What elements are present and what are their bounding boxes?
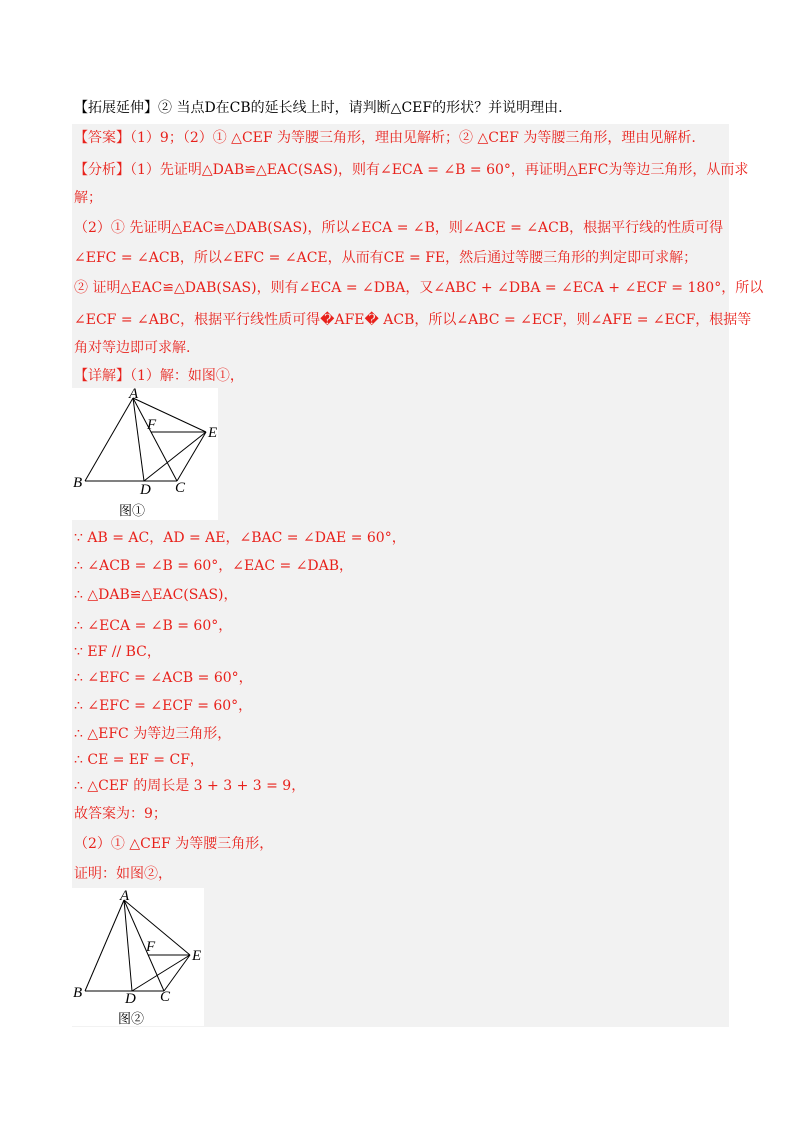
segment-ce xyxy=(164,955,190,991)
segment-ac xyxy=(133,398,177,481)
figure-1-caption: 图① xyxy=(119,504,146,519)
detail-intro: 【详解】（1）解：如图①， xyxy=(74,368,244,384)
segment-de xyxy=(132,955,190,991)
figure-2 xyxy=(72,888,204,1026)
figure-2-diagram xyxy=(72,888,204,1026)
analysis-line-1: 【分析】（1）先证明△DAB≌△EAC(SAS)，则有∠ECA = ∠B = 60°，再证明△EFC为等边三角形，从而求 xyxy=(74,162,749,178)
segment-ce xyxy=(177,432,206,481)
segment-ab xyxy=(85,900,124,991)
label-b: B xyxy=(73,475,83,491)
step-7: ∴ ∠EFC = ∠ECF = 60°， xyxy=(74,698,253,714)
label-c: C xyxy=(175,480,186,496)
label-c: C xyxy=(160,989,171,1005)
label-a: A xyxy=(120,888,130,904)
label-e: E xyxy=(192,948,202,964)
label-d: D xyxy=(140,482,151,498)
answer-line: 【答案】（1）9；（2）① △CEF 为等腰三角形，理由见解析；② △CEF 为等腰三角形，理由见解析. xyxy=(74,130,696,146)
label-f: F xyxy=(147,417,157,433)
segment-ae xyxy=(124,900,190,955)
segment-ac xyxy=(124,900,164,991)
step-6: ∴ ∠EFC = ∠ACB = 60°， xyxy=(74,670,253,686)
step-3: ∴ △DAB≌△EAC(SAS)， xyxy=(74,587,238,603)
step-8: ∴ △EFC 为等边三角形， xyxy=(74,726,232,742)
segment-ab xyxy=(85,398,133,481)
figure-1-diagram xyxy=(72,388,218,520)
analysis-line-4: ∠EFC = ∠ACB，所以∠EFC = ∠ACE，从而有CE = FE，然后通过等腰三角形的判定即可求解； xyxy=(74,250,698,266)
analysis-line-7: 角对等边即可求解. xyxy=(74,340,191,356)
label-a: A xyxy=(129,388,139,402)
segment-ae xyxy=(133,398,206,432)
segment-ad xyxy=(133,398,144,481)
step-1: ∵ AB = AC，AD = AE，∠BAC = ∠DAE = 60°， xyxy=(74,530,406,546)
proof-intro: 证明：如图②， xyxy=(74,866,172,882)
label-e: E xyxy=(208,425,218,441)
label-d: D xyxy=(125,991,136,1007)
analysis-line-2: 解； xyxy=(74,190,102,206)
extension-question: 【拓展延伸】② 当点D在CB的延长线上时，请判断△CEF的形状？并说明理由. xyxy=(74,100,563,116)
step-4: ∴ ∠ECA = ∠B = 60°， xyxy=(74,618,233,634)
answer-conclusion: 故答案为：9； xyxy=(74,806,167,822)
segment-de xyxy=(144,432,206,481)
analysis-line-5: ② 证明△EAC≌△DAB(SAS)，则有∠ECA = ∠DBA，又∠ABC + ∠DBA = ∠ECA + ∠ECF = 180°，所以 xyxy=(74,280,764,296)
label-b: B xyxy=(73,985,83,1001)
analysis-line-3: （2）① 先证明△EAC≌△DAB(SAS)，所以∠ECA = ∠B，则∠ACE = ∠ACB，根据平行线的性质可得 xyxy=(74,220,724,236)
step-5: ∵ EF // BC， xyxy=(74,644,161,660)
label-f: F xyxy=(146,939,156,955)
segment-ad xyxy=(124,900,132,991)
part-2-title: （2）① △CEF 为等腰三角形， xyxy=(74,836,274,852)
step-2: ∴ ∠ACB = ∠B = 60°，∠EAC = ∠DAB， xyxy=(74,558,354,574)
figure-1 xyxy=(72,388,218,520)
figure-2-caption: 图② xyxy=(118,1012,145,1026)
step-10: ∴ △CEF 的周长是 3 + 3 + 3 = 9， xyxy=(74,778,306,794)
step-9: ∴ CE = EF = CF， xyxy=(74,752,204,768)
analysis-line-6: ∠ECF = ∠ABC，根据平行线性质可得�AFE� ACB，所以∠ABC = ∠ECF，则∠AFE = ∠ECF，根据等 xyxy=(74,312,752,328)
